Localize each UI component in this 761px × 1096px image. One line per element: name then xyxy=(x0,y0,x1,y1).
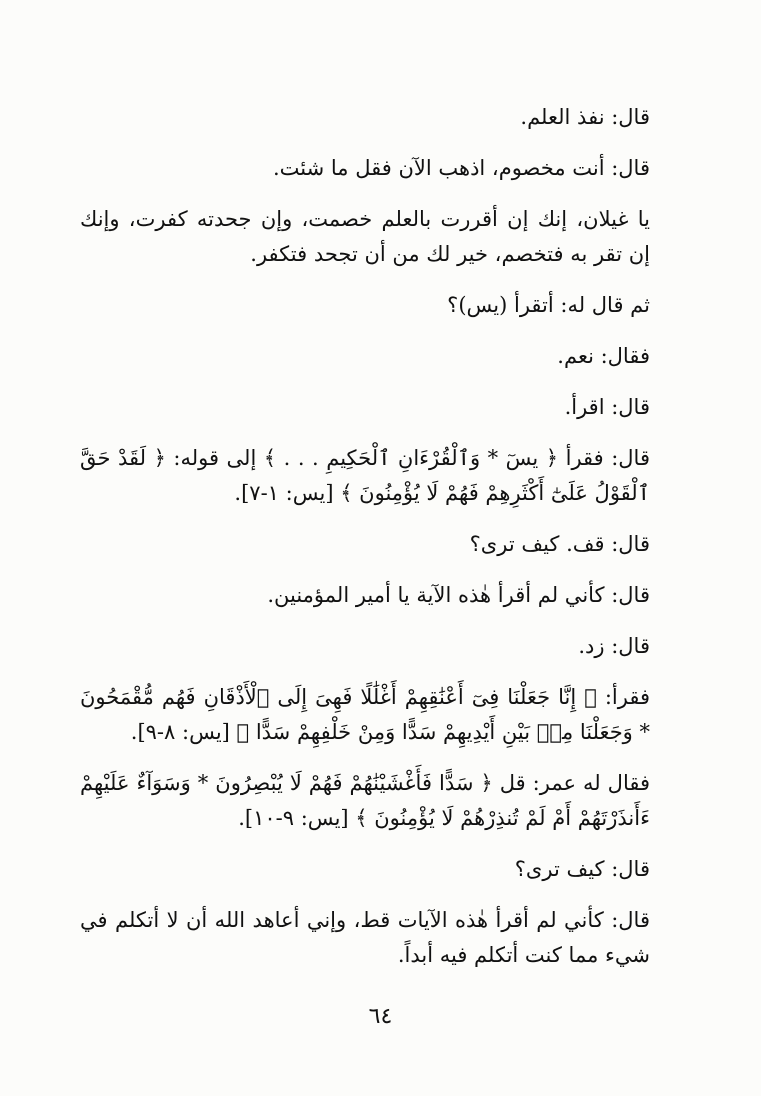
paragraph-10: قال: زد. xyxy=(578,634,650,658)
paragraph-11: فقرأ: ﴿ إِنَّا جَعَلْنَا فِىٓ أَعْنَٰقِهِمْ أَغْلَٰلًا فَهِىَ إِلَى ٱلْأَذْقَانِ فَهُم مُّقْمَحُونَ * وَجَعَلْنَا مِنۢ بَيْنِ أَيْدِيهِمْ سَدًّا وَمِنْ خَلْفِهِمْ سَدًّا ﴾ [يس: ٨-٩]. xyxy=(80,685,650,744)
paragraph-5: فقال: نعم. xyxy=(557,344,650,368)
paragraph-6: قال: اقرأ. xyxy=(564,395,650,419)
paragraph-3: يا غيلان، إنك إن أقررت بالعلم خصمت، وإن جحدته كفرت، وإنك إن تقر به فتخصم، خير لك من أن تجحد فتكفر. xyxy=(80,207,650,266)
paragraph-1: قال: نفذ العلم. xyxy=(520,105,650,129)
paragraph-8: قال: قف. كيف ترى؟ xyxy=(469,532,650,556)
paragraph-14: قال: كأني لم أقرأ هٰذه الآيات قط، وإني أعاهد الله أن لا أتكلم في شيء مما كنت أتكلم فيه أبداً. xyxy=(80,908,650,967)
paragraph-9: قال: كأني لم أقرأ هٰذه الآية يا أمير المؤمنين. xyxy=(267,583,650,607)
paragraph-2: قال: أنت مخصوم، اذهب الآن فقل ما شئت. xyxy=(273,156,650,180)
paragraph-4: ثم قال له: أتقرأ (يس)؟ xyxy=(447,293,650,317)
page-body xyxy=(80,100,676,989)
paragraph-7: قال: فقرأ ﴿ يسٓ * وَٱلْقُرْءَانِ ٱلْحَكِيمِ . . . ﴾ إلى قوله: ﴿ لَقَدْ حَقَّ ٱلْقَوْلُ عَلَىٰٓ أَكْثَرِهِمْ فَهُمْ لَا يُؤْمِنُونَ ﴾ [يس: ١-٧]. xyxy=(80,446,650,505)
paragraph-12: فقال له عمر: قل ﴿ سَدًّا فَأَغْشَيْنَٰهُمْ فَهُمْ لَا يُبْصِرُونَ * وَسَوَآءٌ عَلَيْهِمْ ءَأَنذَرْتَهُمْ أَمْ لَمْ تُنذِرْهُمْ لَا يُؤْمِنُونَ ﴾ [يس: ٩-١٠]. xyxy=(80,771,650,830)
paragraph-13: قال: كيف ترى؟ xyxy=(514,857,650,881)
page-number: ٦٤ xyxy=(368,1004,393,1029)
